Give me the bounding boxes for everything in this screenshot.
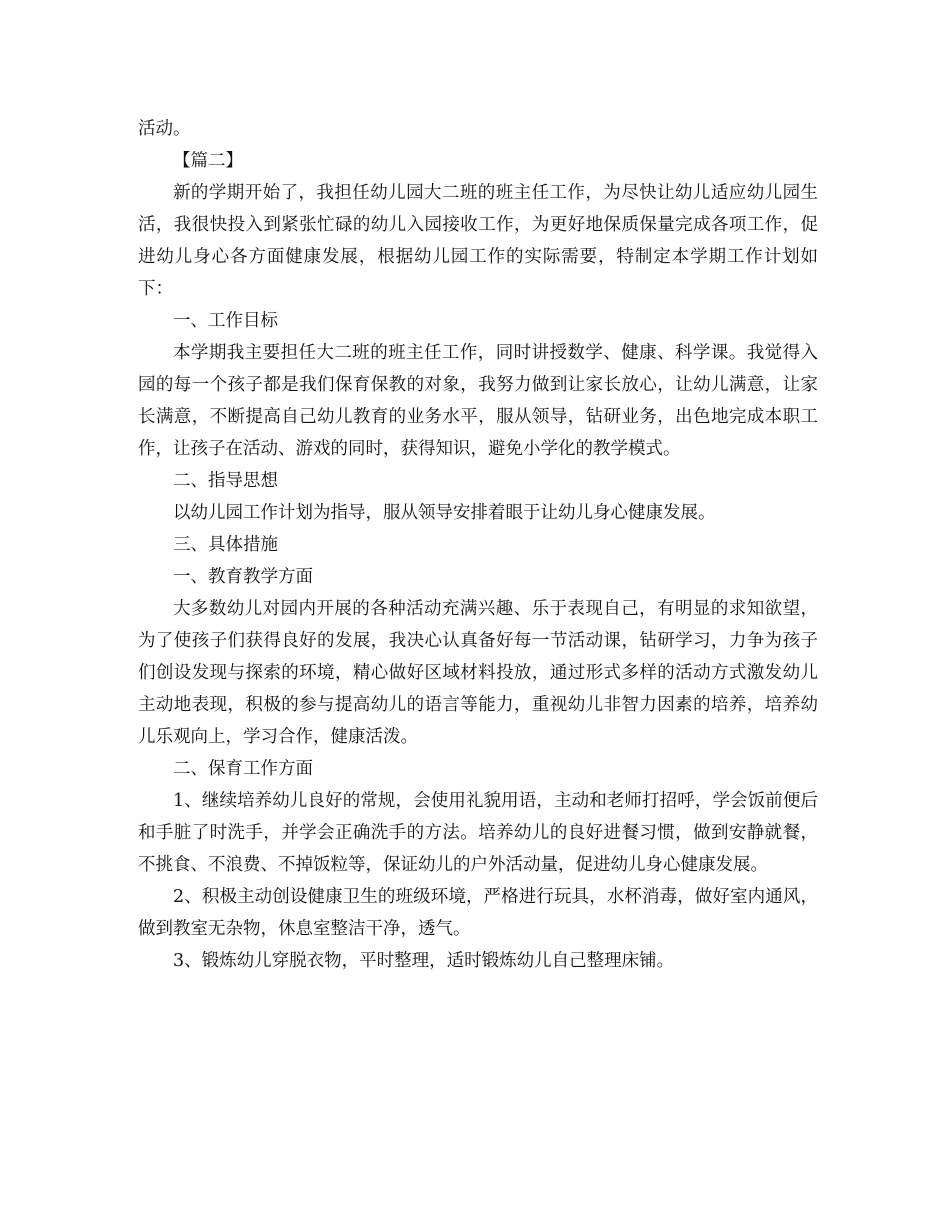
heading-work-goals: 一、工作目标 <box>173 311 278 331</box>
paragraph-childcare-item-2: 2、积极主动创设健康卫生的班级环境，严格进行玩具，水杯消毒，做好室内通风，做到教室无杂物，休息室整洁干净，透气。 <box>138 887 818 939</box>
paragraph-intro: 新的学期开始了，我担任幼儿园大二班的班主任工作，为尽快让幼儿适应幼儿园生活，我很快投入到紧张忙碌的幼儿入园接收工作，为更好地保质保量完成各项工作，促进幼儿身心各方面健康发展，根据幼儿园工作的实际需要，特制定本学期工作计划如下： <box>138 183 818 299</box>
heading-education-teaching: 一、教育教学方面 <box>173 567 313 587</box>
heading-specific-measures: 三、具体措施 <box>173 535 278 555</box>
paragraph-guiding-ideology: 以幼儿园工作计划为指导，服从领导安排着眼于让幼儿身心健康发展。 <box>173 503 716 523</box>
section-title-part-two: 【篇二】 <box>173 151 243 171</box>
paragraph-work-goals: 本学期我主要担任大二班的班主任工作，同时讲授数学、健康、科学课。我觉得入园的每一个孩子都是我们保育保教的对象，我努力做到让家长放心，让幼儿满意，让家长满意，不断提高自己幼儿教育的业务水平，服从领导，钻研业务，出色地完成本职工作，让孩子在活动、游戏的同时，获得知识，避免小学化的教学模式。 <box>138 343 818 459</box>
document-body <box>138 113 818 977</box>
paragraph-continuation: 活动。 <box>138 119 191 139</box>
paragraph-childcare-item-3: 3、锻炼幼儿穿脱衣物，平时整理，适时锻炼幼儿自己整理床铺。 <box>173 951 675 971</box>
paragraph-education-teaching: 大多数幼儿对园内开展的各种活动充满兴趣、乐于表现自己，有明显的求知欲望，为了使孩子们获得良好的发展，我决心认真备好每一节活动课，钻研学习，力争为孩子们创设发现与探索的环境，精心做好区域材料投放，通过形式多样的活动方式激发幼儿主动地表现，积极的参与提高幼儿的语言等能力，重视幼儿非智力因素的培养，培养幼儿乐观向上，学习合作，健康活泼。 <box>138 599 818 747</box>
heading-guiding-ideology: 二、指导思想 <box>173 471 278 491</box>
heading-childcare-work: 二、保育工作方面 <box>173 759 313 779</box>
paragraph-childcare-item-1: 1、继续培养幼儿良好的常规，会使用礼貌用语，主动和老师打招呼，学会饭前便后和手脏了时洗手，并学会正确洗手的方法。培养幼儿的良好进餐习惯，做到安静就餐，不挑食、不浪费、不掉饭粒等，保证幼儿的户外活动量，促进幼儿身心健康发展。 <box>138 791 818 875</box>
